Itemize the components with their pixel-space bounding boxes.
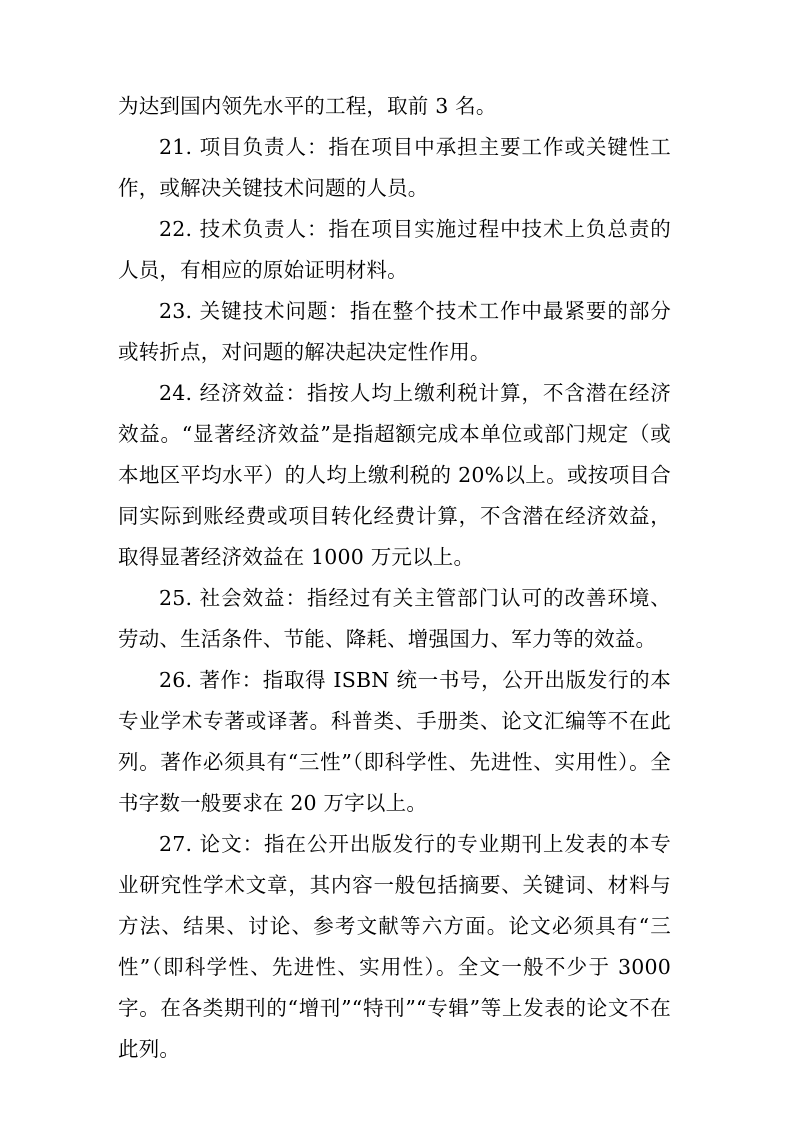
paragraph-item-23: 23. 关键技术问题：指在整个技术工作中最紧要的部分或转折点，对问题的解决起决定性作用。 — [118, 299, 671, 364]
paragraph-item-21: 21. 项目负责人：指在项目中承担主要工作或关键性工作，或解决关键技术问题的人员。 — [118, 135, 671, 200]
paragraph-item-26: 26. 著作：指取得 ISBN 统一书号，公开出版发行的本专业学术专著或译著。科普类、手册类、论文汇编等不在此列。著作必须具有“三性”（即科学性、先进性、实用性）。全书字数一般要求在 20 万字以上。 — [118, 668, 671, 815]
paragraph-lead: 为达到国内领先水平的工程，取前 3 名。 — [118, 94, 497, 118]
paragraph-item-25: 25. 社会效益：指经过有关主管部门认可的改善环境、劳动、生活条件、节能、降耗、增强国力、军力等的效益。 — [118, 586, 671, 651]
paragraph-item-24: 24. 经济效益：指按人均上缴利税计算，不含潜在经济效益。“显著经济效益”是指超额完成本单位或部门规定（或本地区平均水平）的人均上缴利税的 20%以上。或按项目合同实际到账经费或项目转化经费计算，不含潜在经济效益，取得显著经济效益在 1000 万元以上。 — [118, 381, 671, 569]
document-body — [118, 86, 671, 1070]
paragraph-item-22: 22. 技术负责人：指在项目实施过程中技术上负总责的人员，有相应的原始证明材料。 — [118, 217, 671, 282]
paragraph-item-27: 27. 论文：指在公开出版发行的专业期刊上发表的本专业研究性学术文章，其内容一般包括摘要、关键词、材料与方法、结果、讨论、参考文献等六方面。论文必须具有“三性”（即科学性、先进性、实用性）。全文一般不少于 3000 字。在各类期刊的“增刊”“特刊”“专辑”等上发表的论文不在此列。 — [118, 832, 671, 1061]
